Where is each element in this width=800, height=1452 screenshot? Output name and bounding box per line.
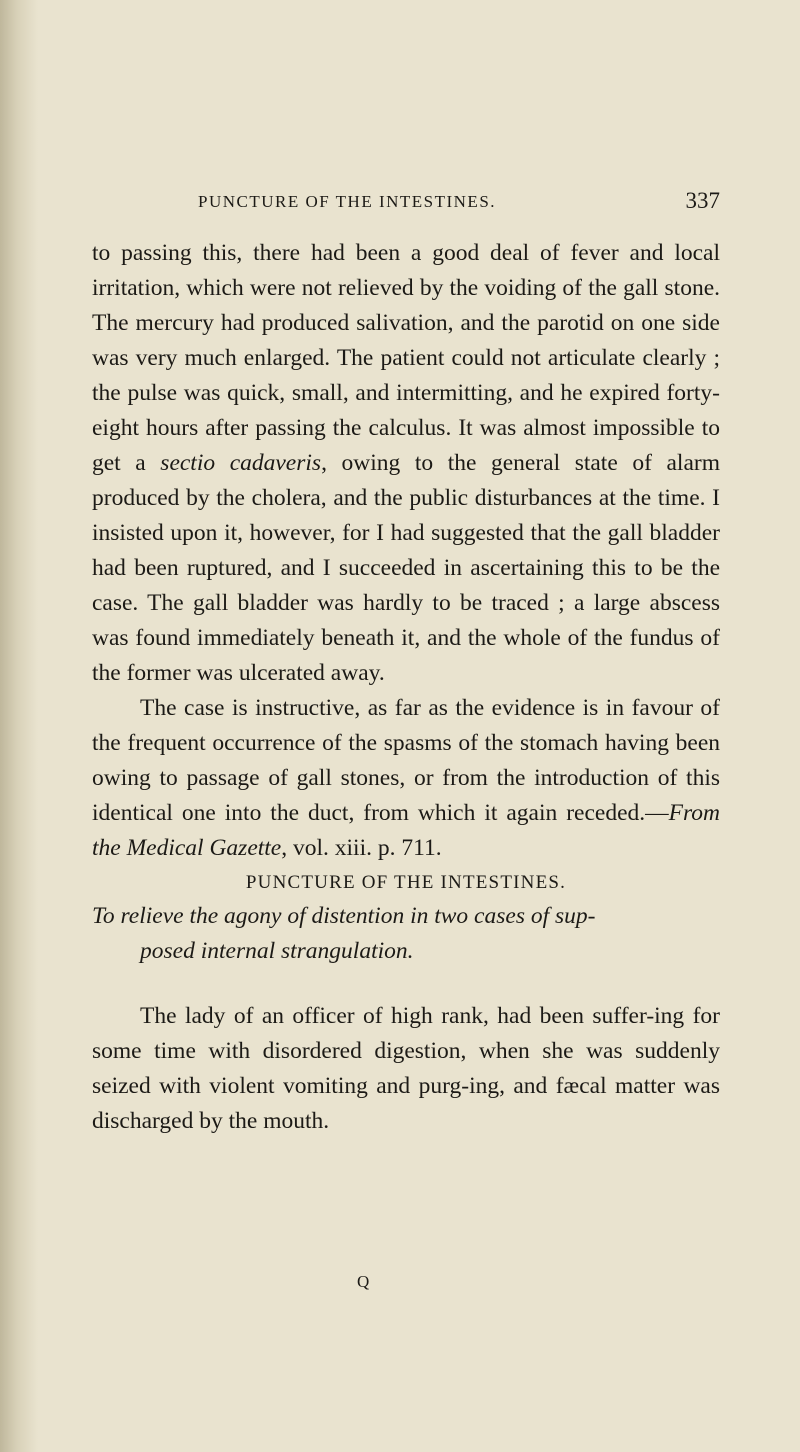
signature-mark: Q xyxy=(357,1272,370,1291)
paragraph-gall-stone-case xyxy=(92,236,720,691)
paragraph-lady-case: The lady of an officer of high rank, had been suffer-ing for some time with disordered digestion, when she was suddenly seized with violent vomiting and purg-ing, and fæcal matter was discharged by the mouth. xyxy=(92,1003,720,1134)
section-title: PUNCTURE OF THE INTESTINES. xyxy=(245,872,567,893)
citation-source: From the Medical Gazette xyxy=(92,800,720,861)
paragraph-text: to passing this, there had been a good deal of fever and local irritation, which were not relieved by the voiding of the gall stone. The mercury had produced salivation, and the parotid on one side was very much enlarged. The patient could not articulate clearly ; the pulse was quick, small, and intermitting, and he expired forty-eight hours after passing the calculus. It was almost impossible to get a xyxy=(92,240,720,476)
latin-term: sectio cadaveris xyxy=(160,450,322,476)
section-subtitle xyxy=(92,899,720,969)
page-number: 337 xyxy=(685,188,720,213)
citation-reference: , vol. xiii. p. 711. xyxy=(281,835,442,861)
paragraph-text-continued: , owing to the general state of alarm produced by the cholera, and the public disturbances at the time. I insisted upon it, however, for I had suggested that the gall bladder had been ruptured, and I succeeded in ascertaining this to be the case. The gall bladder was hardly to be traced ; a large abscess was found immediately beneath it, and the whole of the fundus of the former was ulcerated away. xyxy=(92,450,720,686)
running-title: PUNCTURE OF THE INTESTINES. xyxy=(198,192,497,211)
subtitle-line-2: posed internal strangulation. xyxy=(140,938,414,964)
paragraph-instructive xyxy=(92,691,720,866)
body-text xyxy=(92,236,720,1139)
page-edge-shadow xyxy=(0,0,38,1452)
running-head xyxy=(92,188,720,222)
subtitle-line-1: To relieve the agony of distention in two cases of sup- xyxy=(92,903,596,929)
paragraph-text: The case is instructive, as far as the evidence is in favour of the frequent occurrence of the spasms of the stomach having been owing to passage of gall stones, or from the introduction of this identical one into the duct, from which it again receded.— xyxy=(92,695,720,826)
spacer xyxy=(92,969,720,999)
